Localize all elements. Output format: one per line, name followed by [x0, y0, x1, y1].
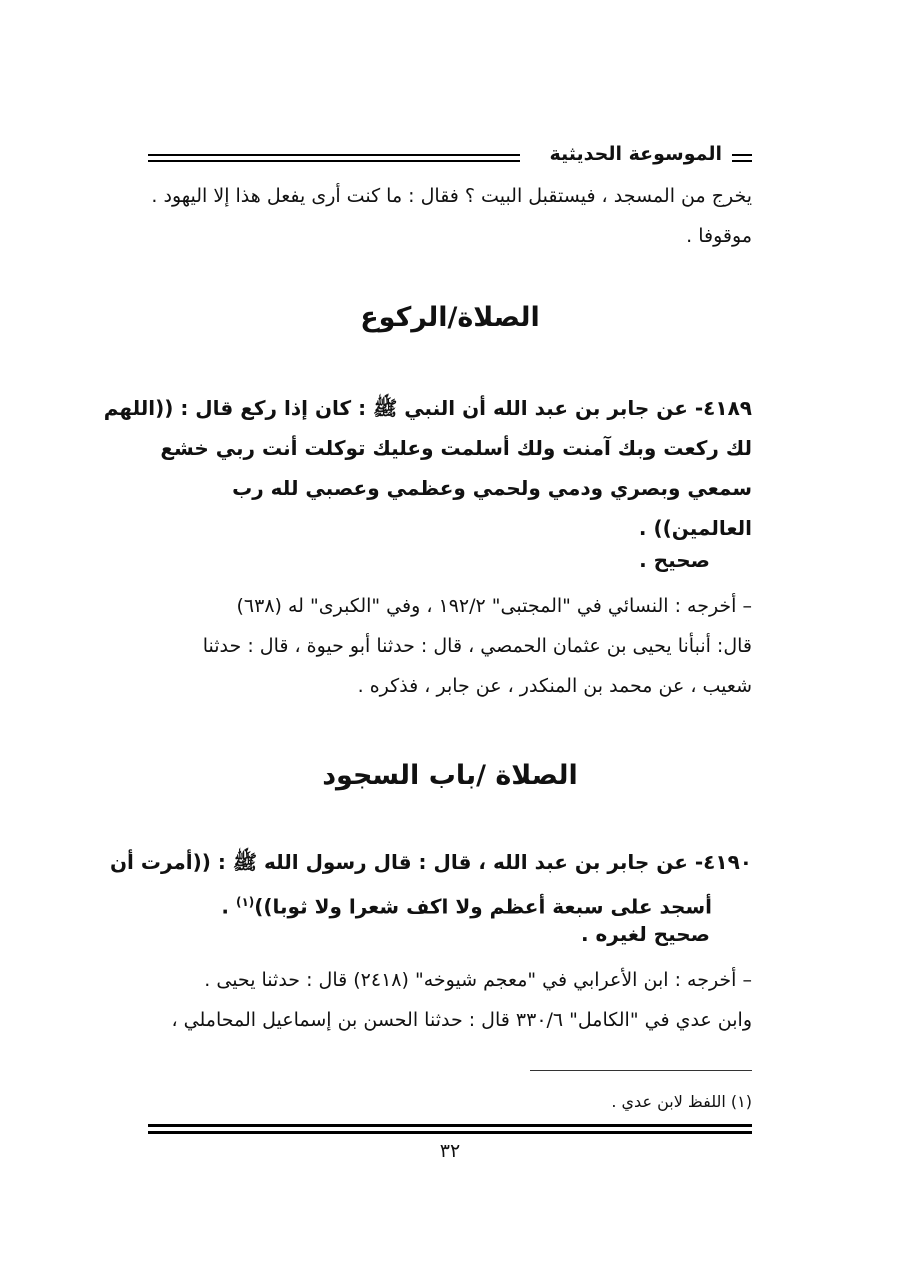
footnote-marker: (١) [235, 895, 255, 909]
hadith-4190-line [148, 882, 712, 927]
takhrij-line: – أخرجه : النسائي في "المجتبى" ١٩٢/٢ ، وفي "الكبرى" له (٦٣٨) [236, 595, 752, 617]
takhrij-line: – أخرجه : ابن الأعرابي في "معجم شيوخه" (٢٤١٨) قال : حدثنا يحيى . [204, 969, 752, 991]
header-title: الموسوعة الحديثية [549, 143, 722, 165]
hadith-4190-end: . [221, 894, 236, 919]
takhrij-4190 [148, 960, 752, 1040]
hadith-4189 [103, 388, 752, 548]
hadith-4189-line: لك ركعت وبك آمنت ولك أسلمت وعليك توكلت أنت ربي خشع [160, 436, 752, 460]
running-header [148, 140, 752, 170]
intro-line-1: يخرج من المسجد ، فيستقبل البيت ؟ فقال : ما كنت أرى يفعل هذا إلا اليهود . [151, 185, 752, 207]
section-heading-ruku: الصلاة/الركوع [360, 302, 540, 333]
header-rule-left [148, 154, 520, 162]
section-heading-sujud: الصلاة /باب السجود [322, 760, 578, 791]
takhrij-line: وابن عدي في "الكامل" ٣٣٠/٦ قال : حدثنا الحسن بن إسماعيل المحاملي ، [171, 1009, 752, 1031]
takhrij-line: شعيب ، عن محمد بن المنكدر ، عن جابر ، فذكره . [357, 675, 752, 697]
hadith-4189-line: العالمين)) . [638, 516, 752, 540]
grade-4189: صحيح . [639, 548, 710, 572]
intro-line-2: موقوفا . [686, 225, 752, 247]
hadith-4190 [109, 842, 752, 927]
page-number: ٣٢ [439, 1140, 461, 1162]
hadith-4190-line: ٤١٩٠- عن جابر بن عبد الله ، قال : قال رسول الله ﷺ : ((أمرت أن [109, 850, 752, 874]
takhrij-line: قال: أنبأنا يحيى بن عثمان الحمصي ، قال : حدثنا أبو حيوة ، قال : حدثنا [202, 635, 752, 657]
hadith-4189-line: سمعي وبصري ودمي ولحمي وعظمي وعصبي لله رب [232, 476, 752, 500]
footnote-text: (١) اللفظ لابن عدي . [611, 1092, 752, 1111]
hadith-4189-line: ٤١٨٩- عن جابر بن عبد الله أن النبي ﷺ : كان إذا ركع قال : ((اللهم [103, 396, 752, 420]
footnote-separator [530, 1070, 752, 1071]
grade-4190: صحيح لغيره . [580, 922, 710, 946]
header-rule-right [732, 154, 752, 162]
takhrij-4189 [148, 586, 752, 706]
hadith-4190-text: أسجد على سبعة أعظم ولا اكف شعرا ولا ثوبا)) [254, 894, 712, 919]
bottom-rule [148, 1124, 752, 1134]
